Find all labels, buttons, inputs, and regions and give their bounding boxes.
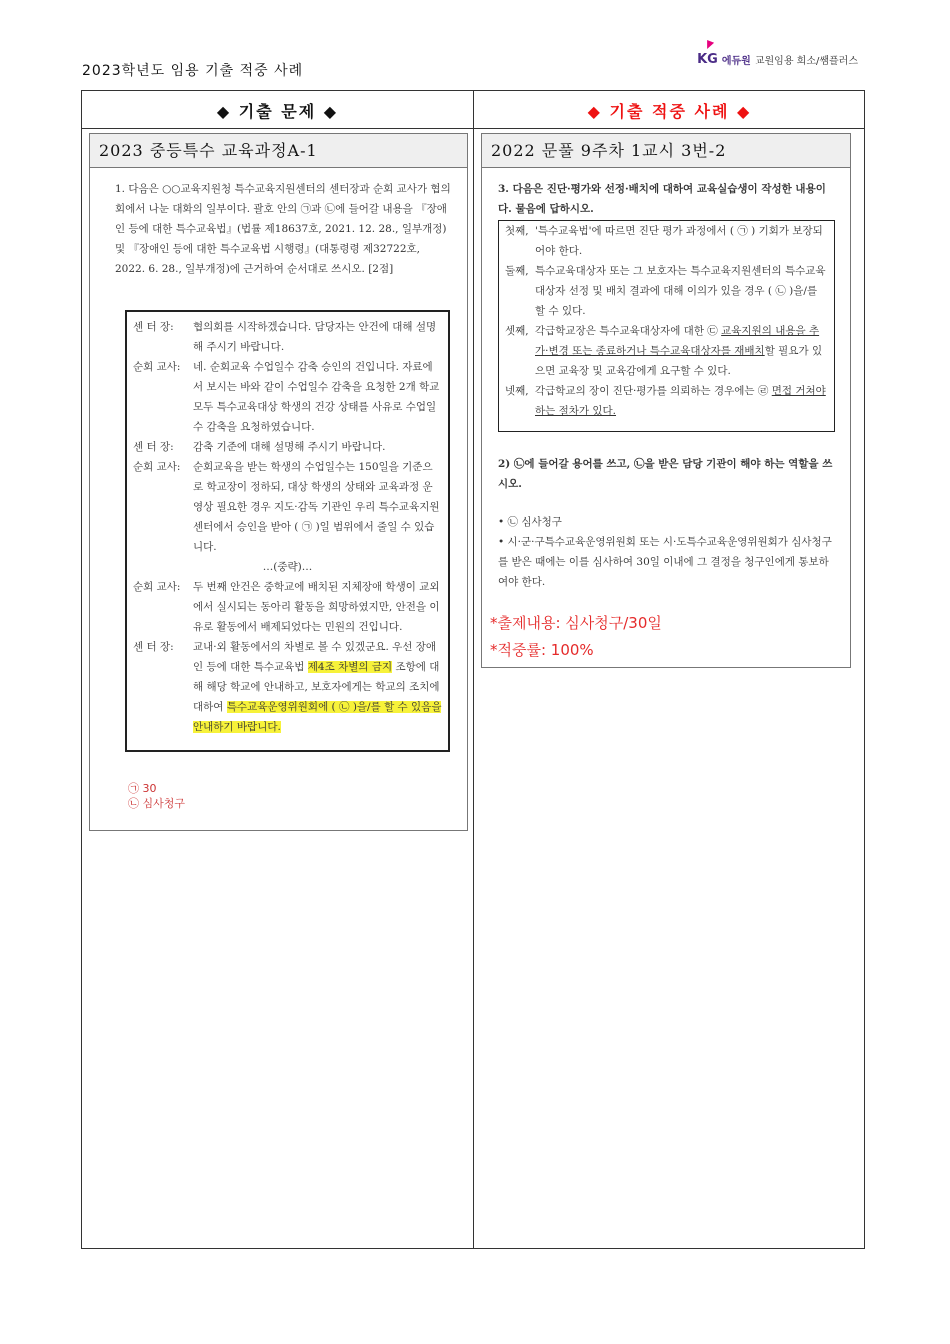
box-item: 넷째, 각급학교의 장이 진단·평가를 의뢰하는 경우에는 ㉣ 면접 거쳐야하는 절차가 있다. <box>505 385 826 417</box>
box-item: 셋째, 각급학교장은 특수교육대상자에 대한 ㉢ 교육지원의 내용을 추가·변경 또는 종료하거나 특수교육대상자를 재배치할 필요가 있으면 교육장 및 교육감에게 요구할 수 있다. <box>505 325 823 377</box>
brand-subtitle: 교원임용 희소/쌤플러스 <box>754 56 858 67</box>
answer-bullets <box>498 512 838 592</box>
highlight: 제4조 차별의 금지 <box>307 661 393 673</box>
exam-question-title: 2023 중등특수 교육과정A-1 <box>90 134 467 168</box>
dialog-box <box>125 310 450 752</box>
exam-question-panel <box>89 133 468 831</box>
bullet-item: • ㉡ 심사청구 <box>498 516 562 528</box>
answer-1: ㉠ 30 <box>128 782 157 795</box>
hit-case-title: 2022 문풀 9주차 1교시 3번-2 <box>482 134 850 168</box>
dialog-line: 순회 교사: 네. 순회교육 수업일수 감축 승인의 건입니다. 자료에서 보시는 바와 같이 수업일수 감축을 요청한 2개 학교 모두 특수교육대상 학생의 건강 상태를 사유로 수업일수 감축을 요청하였습니다. <box>133 361 440 433</box>
box-item: 둘째, 특수교육대상자 또는 그 보호자는 특수교육지원센터의 특수교육대상자 선정 및 배치 결과에 대해 이의가 있을 경우 ( ㉡ )을/를 할 수 있다. <box>505 265 826 317</box>
dialog-line: 센 터 장: 교내·외 활동에서의 차별로 볼 수 있겠군요. 우선 장애인 등에 대한 특수교육법 제4조 차별의 금지 조항에 대해 해당 학교에 안내하고, 보호자에게는 학교의 조치에 대하여 특수교육운영위원회에 ( ㉡ )을/를 할 수 있음을 안내하기 바랍니다. <box>133 641 442 733</box>
dialog-line: 센 터 장: 협의회를 시작하겠습니다. 담당자는 안건에 대해 설명해 주시기 바랍니다. <box>133 321 437 353</box>
hit-case-panel <box>481 133 851 668</box>
omission-mark: …(중략)… <box>262 561 313 573</box>
exam-question-text: 1. 다음은 ○○교육지원청 특수교육지원센터의 센터장과 순회 교사가 협의회에서 나눈 대화의 일부이다. 괄호 안의 ㉠과 ㉡에 들어갈 내용을 『장애인 등에 대한 특수교육법』(법률 제18637호, 2021. 12. 28., 일부개정) 및 『장애인 등에 대한 특수교육법 시행령』(대통령령 제32722호, 2022. 6. 28., 일부개정)에 근거하여 순서대로 쓰시오. [2점] <box>115 183 451 275</box>
dialog-line: 순회 교사: 순회교육을 받는 학생의 수업일수는 150일을 기준으로 학교장이 정하되, 대상 학생의 상태와 교육과정 운영상 필요한 경우 지도·감독 기관인 우리 특수교육지원센터에서 승인을 받아 ( ㉠ )일 범위에서 줄일 수 있습니다. <box>133 461 440 553</box>
answer-2: ㉡ 심사청구 <box>128 797 186 810</box>
box-item: 첫째, '특수교육법'에 따르면 진단 평가 과정에서 ( ㉠ ) 기회가 보장되어야 한다. <box>505 225 823 257</box>
hit-case-box <box>498 220 835 432</box>
dialog-line: 센 터 장: 감축 기준에 대해 설명해 주시기 바랍니다. <box>133 441 386 453</box>
document-title: 2023학년도 임용 기출 적중 사례 <box>82 63 304 79</box>
comparison-table <box>81 90 865 1249</box>
column-divider <box>473 91 474 1248</box>
answer-key <box>128 781 185 811</box>
right-column-header: ◆ 기출 적중 사례 ◆ <box>587 102 752 121</box>
highlight: 특수교육운영위원회에 ( ㉡ )을/를 할 수 있음을 안내하기 바랍니다. <box>193 701 442 733</box>
hit-case-question: 3. 다음은 진단·평가와 선정·배치에 대하여 교육실습생이 작성한 내용이다. 물음에 답하시오. <box>498 183 826 215</box>
note-content: *출제내용: 심사청구/30일 <box>490 614 662 632</box>
logo-flag-icon <box>707 40 714 49</box>
kg-logo: KG <box>697 52 718 67</box>
brand-name: 에듀원 <box>721 56 751 67</box>
left-column-header: ◆ 기출 문제 ◆ <box>216 102 339 121</box>
dialog-line: 순회 교사: 두 번째 안건은 중학교에 배치된 지체장애 학생이 교외에서 실시되는 동아리 활동을 희망하였지만, 안전을 이유로 활동에서 배제되었다는 민원의 건입니다. <box>133 581 440 633</box>
brand-logo <box>697 52 858 67</box>
sub-question: 2) ㉡에 들어갈 용어를 쓰고, ㉡을 받은 담당 기관이 해야 하는 역할을 쓰시오. <box>498 458 833 490</box>
note-hit-rate: *적중률: 100% <box>490 641 594 659</box>
bullet-item: • 시·군·구특수교육운영위원회 또는 시·도특수교육운영위원회가 심사청구를 받은 때에는 이를 심사하여 30일 이내에 그 결정을 청구인에게 통보하여야 한다. <box>498 536 832 588</box>
